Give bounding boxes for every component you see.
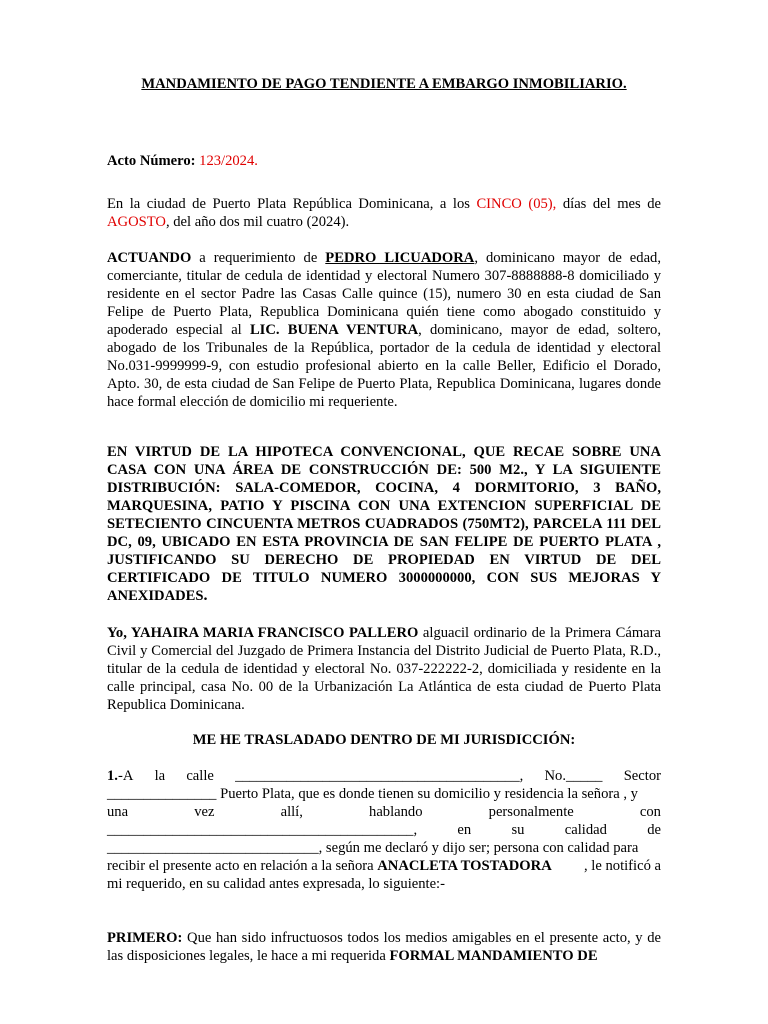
traslado-word: calidad	[564, 822, 607, 838]
intro-day: CINCO (05),	[476, 196, 557, 212]
document-title: MANDAMIENTO DE PAGO TENDIENTE A EMBARGO INMOBILIARIO.	[141, 76, 627, 92]
actuando-label: ACTUANDO	[107, 250, 192, 266]
traslado-word: calle	[186, 768, 214, 784]
hipoteca-end: .	[203, 587, 208, 604]
traslado-word: -A	[117, 768, 134, 784]
traslado-word: personalmente	[488, 804, 574, 820]
client-name: PEDRO LICUADORA	[325, 250, 475, 266]
traslado-text: , según me declaró y dijo ser; persona con calidad para	[318, 840, 639, 856]
traslado-word: una	[107, 804, 129, 820]
yo-paragraph	[107, 624, 661, 714]
actuando-text-2: , dominicano mayor de edad, comerciante, titular de cedula de identidad y electoral Numero 307-8888888-8 domiciliado y residente en el sector Padre las Casas Calle quince (15), numero 30 en esta ciudad de San Felipe de Puerto Plata, Republica Dominicana quién tiene como abogado constituido y apoderado especial al	[107, 250, 661, 338]
traslado-heading: ME HE TRASLADADO DENTRO DE MI JURISDICCIÓN:	[192, 732, 576, 748]
person-blank: __________________________________________,	[107, 822, 418, 838]
traslado-word: con	[639, 804, 661, 820]
traslado-paragraph	[107, 767, 661, 893]
hipoteca-paragraph	[107, 443, 661, 605]
primero-bold-text: FORMAL MANDAMIENTO DE	[389, 948, 598, 964]
primero-text: Que han sido infructuosos todos los medios amigables en el presente acto, y de las disposiciones legales, le hace a mi requerida	[107, 930, 661, 964]
hipoteca-text: EN VIRTUD DE LA HIPOTECA CONVENCIONAL, QUE RECAE SOBRE UNA CASA CON UNA ÁREA DE CONSTRUCCIÓN DE: 500 M2., Y LA SIGUIENTE DISTRIBUCIÓN: SALA-COMEDOR, COCINA, 4 DORMITORIO, 3 BAÑO, MARQUESINA, PATIO Y PISCINA CON UNA EXTENCION SUPERFICIAL DE SETECIENTO CINCUENTA METROS CUADRADOS (750MT2), PARCELA 111 DEL DC, 09, UBICADO EN ESTA PROVINCIA DE SAN FELIPE DE PUERTO PLATA , JUSTIFICANDO SU DERECHO DE PROPIEDAD EN VIRTUD DE DEL CERTIFICADO DE TITULO NUMERO 3000000000, CON SUS MEJORAS Y ANEXIDADES	[107, 444, 661, 604]
traslado-line-3	[107, 803, 661, 821]
street-blank: _______________________________________,	[235, 768, 524, 784]
traslado-line-1	[107, 767, 661, 785]
primero-label: PRIMERO:	[107, 930, 183, 946]
traslado-line-5	[107, 839, 661, 857]
traslado-word: Sector	[623, 768, 661, 784]
traslado-word: hablando	[369, 804, 423, 820]
yo-text: alguacil ordinario de la Primera Cámara Civil y Comercial del Juzgado de Primera Instancia del Distrito Judicial de Puerto Plata, R.D., titular de la cedula de identidad y electoral No. 037-222222-2, domiciliada y residente en la calle principal, casa No. 00 de la Urbanización La Atlántica de esta ciudad de Puerto Plata Republica Dominicana.	[107, 625, 661, 713]
intro-text-2: días del mes de	[556, 196, 661, 212]
traslado-word: de	[647, 822, 661, 838]
intro-text-1: En la ciudad de Puerto Plata República Dominicana, a los	[107, 196, 477, 212]
actuando-paragraph	[107, 249, 661, 411]
lawyer-name: LIC. BUENA VENTURA	[249, 322, 419, 338]
quality-blank: _____________________________	[107, 840, 319, 856]
traslado-word: su	[511, 822, 525, 838]
number-blank: No._____	[544, 768, 603, 784]
traslado-word: vez	[194, 804, 215, 820]
traslado-line-7: mi requerido, en su calidad antes expresada, lo siguiente:-	[107, 876, 445, 892]
actuando-text-1: a requerimiento de	[191, 250, 326, 266]
traslado-line-2: _______________ Puerto Plata, que es donde tienen su domicilio y residencia la señora , y	[107, 786, 638, 802]
recipient-name: ANACLETA TOSTADORA	[377, 858, 552, 874]
traslado-line-6	[107, 857, 661, 875]
traslado-word: la	[154, 768, 166, 784]
acto-label: Acto Número:	[107, 153, 196, 169]
primero-paragraph	[107, 929, 661, 965]
traslado-number: 1.	[107, 768, 118, 784]
traslado-line-4	[107, 821, 661, 839]
actuando-text-3: , dominicano, mayor de edad, soltero, abogado de los Tribunales de la República, portador de la cedula de identidad y electoral No.031-9999999-9, con estudio profesional abierto en la calle Beller, Edificio el Dorado, Apto. 30, de esta ciudad de San Felipe de Puerto Plata, Republica Dominicana, lugares donde hace formal elección de domicilio mi requeriente.	[107, 322, 662, 410]
traslado-word: allí,	[280, 804, 303, 820]
intro-text-3: , del año dos mil cuatro (2024).	[165, 214, 350, 230]
intro-paragraph	[107, 195, 661, 231]
traslado-text: recibir el presente acto en relación a la señora	[107, 858, 378, 874]
intro-month: AGOSTO	[107, 214, 166, 230]
traslado-word: en	[457, 822, 472, 838]
traslado-text: , le notificó a	[584, 858, 661, 874]
acto-number: 123/2024.	[199, 153, 258, 169]
acto-line	[107, 152, 661, 170]
alguacil-name: Yo, YAHAIRA MARIA FRANCISCO PALLERO	[107, 625, 419, 641]
